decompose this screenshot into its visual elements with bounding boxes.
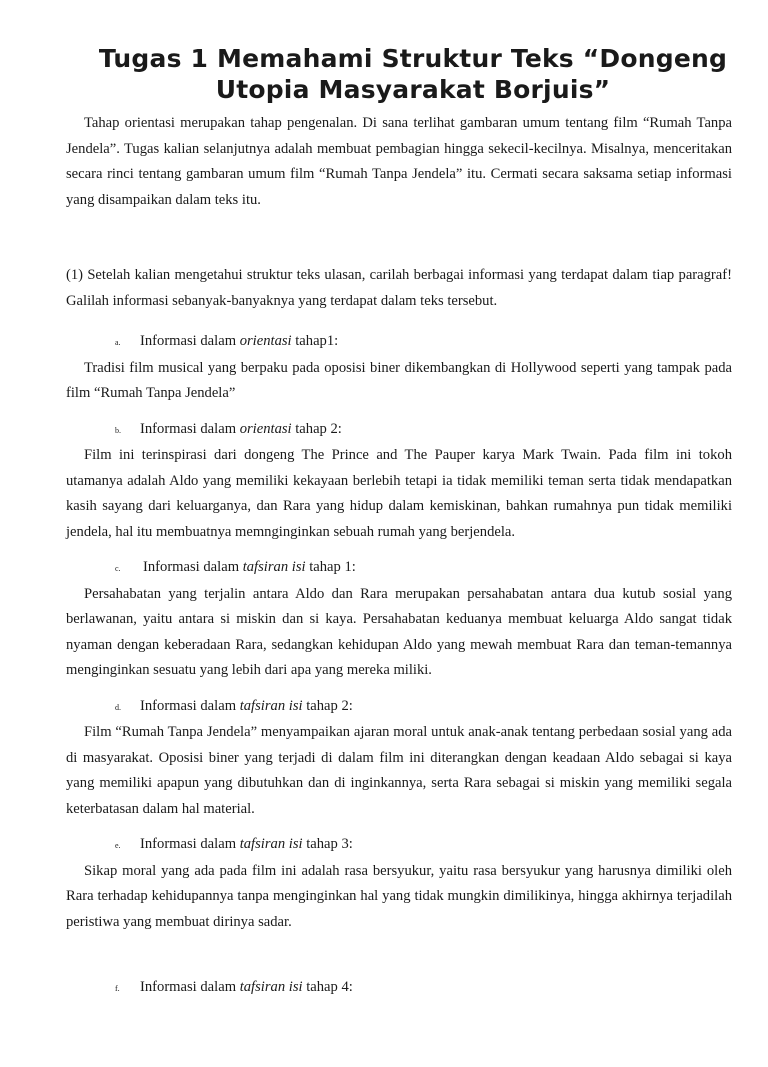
document-page [0, 43, 768, 1067]
item-label-suffix: tahap 2: [291, 420, 342, 437]
item-label-prefix: Informasi dalam [140, 836, 240, 852]
title-line-1: Tugas 1 Memahami Struktur Teks “Dongeng [98, 44, 728, 73]
item-label [140, 698, 353, 714]
answer-paragraph-d: Film “Rumah Tanpa Jendela” menyampaikan ajaran moral untuk anak-anak tentang perbedaan sosial yang ada di masyarakat. Oposisi biner yang terjadi di dalam film ini diterangkan dengan keadaan Aldo sebagai si kaya yang memiliki apapun yang dibutuhkan dan di inginkannya, serta Rara sebagai si miskin yang memiliki segala keterbatasan dalam hal material. [66, 724, 732, 817]
item-label-term: orientasi [239, 420, 292, 437]
answer-paragraph-c: Persahabatan yang terjalin antara Aldo dan Rara merupakan persahabatan antara dua kutub sosial yang berlawanan, yaitu antara si miskin dan si kaya. Persahabatan keduanya membuat keluarga Aldo sangat tidak nyaman dengan keberadaan Rara, sedangkan kehidupan Aldo yang mewah membuat Rara dan teman-temannya menginginkan sesuatu yang lebih dari apa yang mereka miliki. [66, 585, 732, 678]
item-label-term: tafsiran isi [239, 979, 303, 995]
item-label [143, 559, 356, 575]
item-label-suffix: tahap 4: [302, 979, 353, 995]
list-marker: e. [115, 841, 121, 850]
question-paragraph: (1) Setelah kalian mengetahui struktur teks ulasan, carilah berbagai informasi yang terdapat dalam tiap paragraf! Galilah informasi sebanyak-banyaknya yang terdapat dalam teks tersebut. [66, 267, 732, 309]
list-item-e [115, 832, 732, 859]
answer-paragraph-e: Sikap moral yang ada pada film ini adalah rasa bersyukur, yaitu rasa bersyukur yang harusnya dimiliki oleh Rara terhadap kehidupannya tanpa menginginkan hal yang tidak mungkin dimilikinya, hingga akhirnya terjadilah peristiwa yang membuat dirinya sadar. [66, 862, 732, 930]
answer-paragraph-b: Film ini terinspirasi dari dongeng The Prince and The Pauper karya Mark Twain. Pada film ini tokoh utamanya adalah Aldo yang memiliki kekayaan berlebih tetapi ia tidak memiliki teman serta tidak mendapatkan kasih sayang dari keluarganya, dan Rara yang hidup dalam kemiskinan, bahkan rumahnya pun tidak memiliki jendela, hal itu membuatnya memnginginkan sebuah rumah yang berjendela. [66, 447, 732, 540]
list-marker: c. [115, 564, 121, 573]
item-label [140, 836, 353, 852]
item-label-term: orientasi [239, 333, 292, 349]
item-label [140, 421, 342, 437]
list-marker: a. [115, 338, 121, 347]
list-item-a [115, 329, 732, 356]
item-label-suffix: tahap 1: [305, 559, 356, 575]
title-line-2: Utopia Masyarakat Borjuis” [215, 75, 611, 104]
list-marker: f. [115, 984, 120, 993]
item-label [140, 333, 338, 349]
list-item-d [115, 694, 732, 721]
list-marker: b. [115, 425, 121, 435]
item-label-suffix: tahap 3: [302, 836, 353, 852]
item-label-term: tafsiran isi [242, 559, 306, 575]
list-item-c [115, 555, 732, 582]
item-label-suffix: tahap 2: [302, 697, 353, 714]
intro-paragraph: Tahap orientasi merupakan tahap pengenalan. Di sana terlihat gambaran umum tentang film “Rumah Tanpa Jendela”. Tugas kalian selanjutnya adalah membuat pembagian hingga sekecil-kecilnya. Misalnya, menceritakan secara rinci tentang gambaran umum film “Rumah Tanpa Jendela” itu. Cermati secara saksama setiap informasi yang disampaikan dalam teks itu. [66, 115, 732, 208]
page-title [94, 43, 732, 105]
list-marker: d. [115, 702, 121, 712]
list-item-b [115, 417, 732, 444]
item-label-prefix: Informasi dalam [140, 420, 240, 437]
item-label-term: tafsiran isi [239, 697, 303, 714]
item-label-prefix: Informasi dalam [140, 697, 240, 714]
answer-paragraph-a: Tradisi film musical yang berpaku pada oposisi biner dikembangkan di Hollywood seperti yang tampak pada film “Rumah Tanpa Jendela” [66, 359, 732, 401]
item-label-prefix: Informasi dalam [143, 559, 243, 575]
list-item-f [115, 975, 732, 1002]
item-label-prefix: Informasi dalam [140, 333, 240, 349]
item-label-suffix: tahap1: [291, 333, 339, 349]
item-label-term: tafsiran isi [239, 836, 303, 852]
item-label-prefix: Informasi dalam [140, 979, 240, 995]
item-label [140, 979, 353, 995]
